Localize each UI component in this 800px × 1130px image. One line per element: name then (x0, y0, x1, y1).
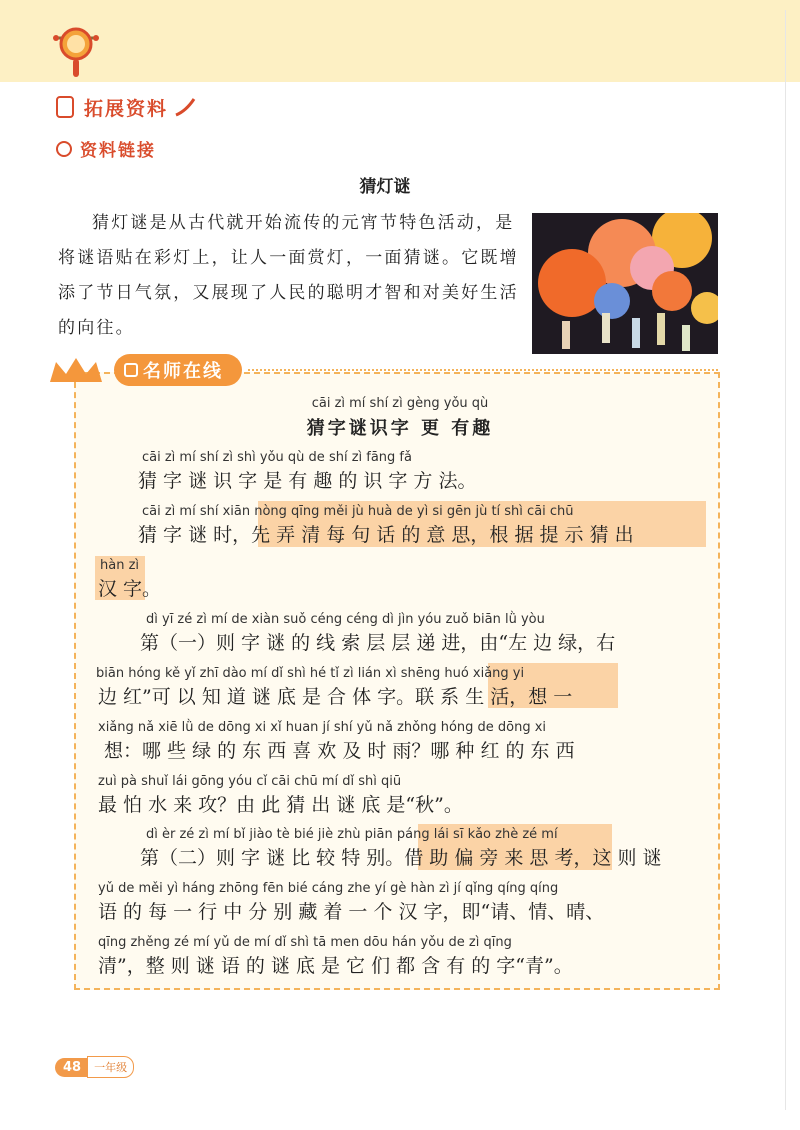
line-text: 猜 字 谜 识 字 是 有 趣 的 识 字 方 法。 (138, 470, 477, 492)
line-pinyin: biān hóng kě yǐ zhī dào mí dǐ shì hé tǐ zì lián xì shēng huó xiǎng yi (96, 666, 525, 681)
line-pinyin: cāi zì mí shí xiān nòng qīng měi jù huà de yì si gēn jù tí shì cāi chū (142, 504, 574, 519)
grade-label: 一年级 (87, 1056, 134, 1078)
top-band (0, 0, 800, 82)
section-title: 拓展资料 (84, 97, 169, 120)
crown-icon (46, 356, 106, 386)
line-text: 语 的 每 一 行 中 分 别 藏 着 一 个 汉 字，即“请、情、晴、 (98, 901, 605, 923)
pen-icon (124, 363, 138, 377)
page-number: 48 (55, 1058, 87, 1077)
subsection-title: 资料链接 (80, 141, 156, 161)
line-pinyin: dì èr zé zì mí bǐ jiào tè bié jiè zhù piān páng lái sī kǎo zhè zé mí (146, 827, 558, 842)
line-pinyin: hàn zì (100, 558, 140, 573)
link-circle-icon (56, 141, 72, 157)
magnifier-icon (50, 22, 102, 80)
line-pinyin: cāi zì mí shí zì shì yǒu qù de shí zì fāng fǎ (142, 450, 412, 465)
line-text: 第（一）则 字 谜 的 线 索 层 层 递 进，由“左 边 绿，右 (140, 632, 616, 654)
line-pinyin: dì yī zé zì mí de xiàn suǒ céng céng dì jìn yóu zuǒ biān lǜ yòu (146, 612, 545, 627)
line-text: 第（二）则 字 谜 比 较 特 别。借 助 偏 旁 来 思 考，这 则 谜 (140, 847, 662, 869)
teacher-badge (114, 354, 242, 386)
document-icon (56, 96, 74, 118)
page-edge (785, 10, 786, 1110)
box-title: 猜字谜识字 更 有趣 (306, 418, 494, 439)
line-pinyin: zuì pà shuǐ lái gōng yóu cǐ cāi chū mí dǐ shì qiū (98, 774, 402, 789)
line-text: 最 怕 水 来 攻？由 此 猜 出 谜 底 是“秋”。 (98, 794, 463, 816)
line-text: 汉 字。 (98, 578, 162, 600)
line-text: 想：哪 些 绿 的 东 西 喜 欢 及 时 雨？哪 种 红 的 东 西 (104, 740, 575, 762)
page-footer (55, 1056, 134, 1078)
badge-label: 名师在线 (143, 361, 223, 382)
lantern-photo (532, 213, 718, 354)
line-pinyin: qīng zhěng zé mí yǔ de mí dǐ shì tā men dōu hán yǒu de zì qīng (98, 935, 512, 950)
article-title: 猜灯谜 (359, 177, 411, 197)
article-body: 猜灯谜是从古代就开始流传的元宵节特色活动，是将谜语贴在彩灯上，让人一面赏灯，一面猜谜。它既增添了节日气氛，又展现了人民的聪明才智和对美好生活的向往。 (58, 213, 519, 338)
line-pinyin: xiǎng nǎ xiē lǜ de dōng xi xǐ huan jí shí yǔ nǎ zhǒng hóng de dōng xi (98, 720, 547, 735)
section-heading (56, 93, 198, 121)
line-text: 边 红”可 以 知 道 谜 底 是 合 体 字。联 系 生 活，想 一 (98, 686, 573, 708)
line-pinyin: yǔ de měi yì háng zhōng fēn bié cáng zhe yí gè hàn zì jí qǐng qíng qíng (98, 881, 559, 896)
line-text: 猜 字 谜 时，先 弄 清 每 句 话 的 意 思，根 据 提 示 猜 出 (138, 524, 634, 546)
swoosh-icon (174, 97, 198, 117)
subsection-heading (56, 136, 156, 161)
title-pinyin: cāi zì mí shí zì gèng yǒu qù (311, 396, 489, 411)
line-text: 清”，整 则 谜 语 的 谜 底 是 它 们 都 含 有 的 字“青”。 (98, 955, 573, 977)
badge-divider (248, 369, 718, 371)
